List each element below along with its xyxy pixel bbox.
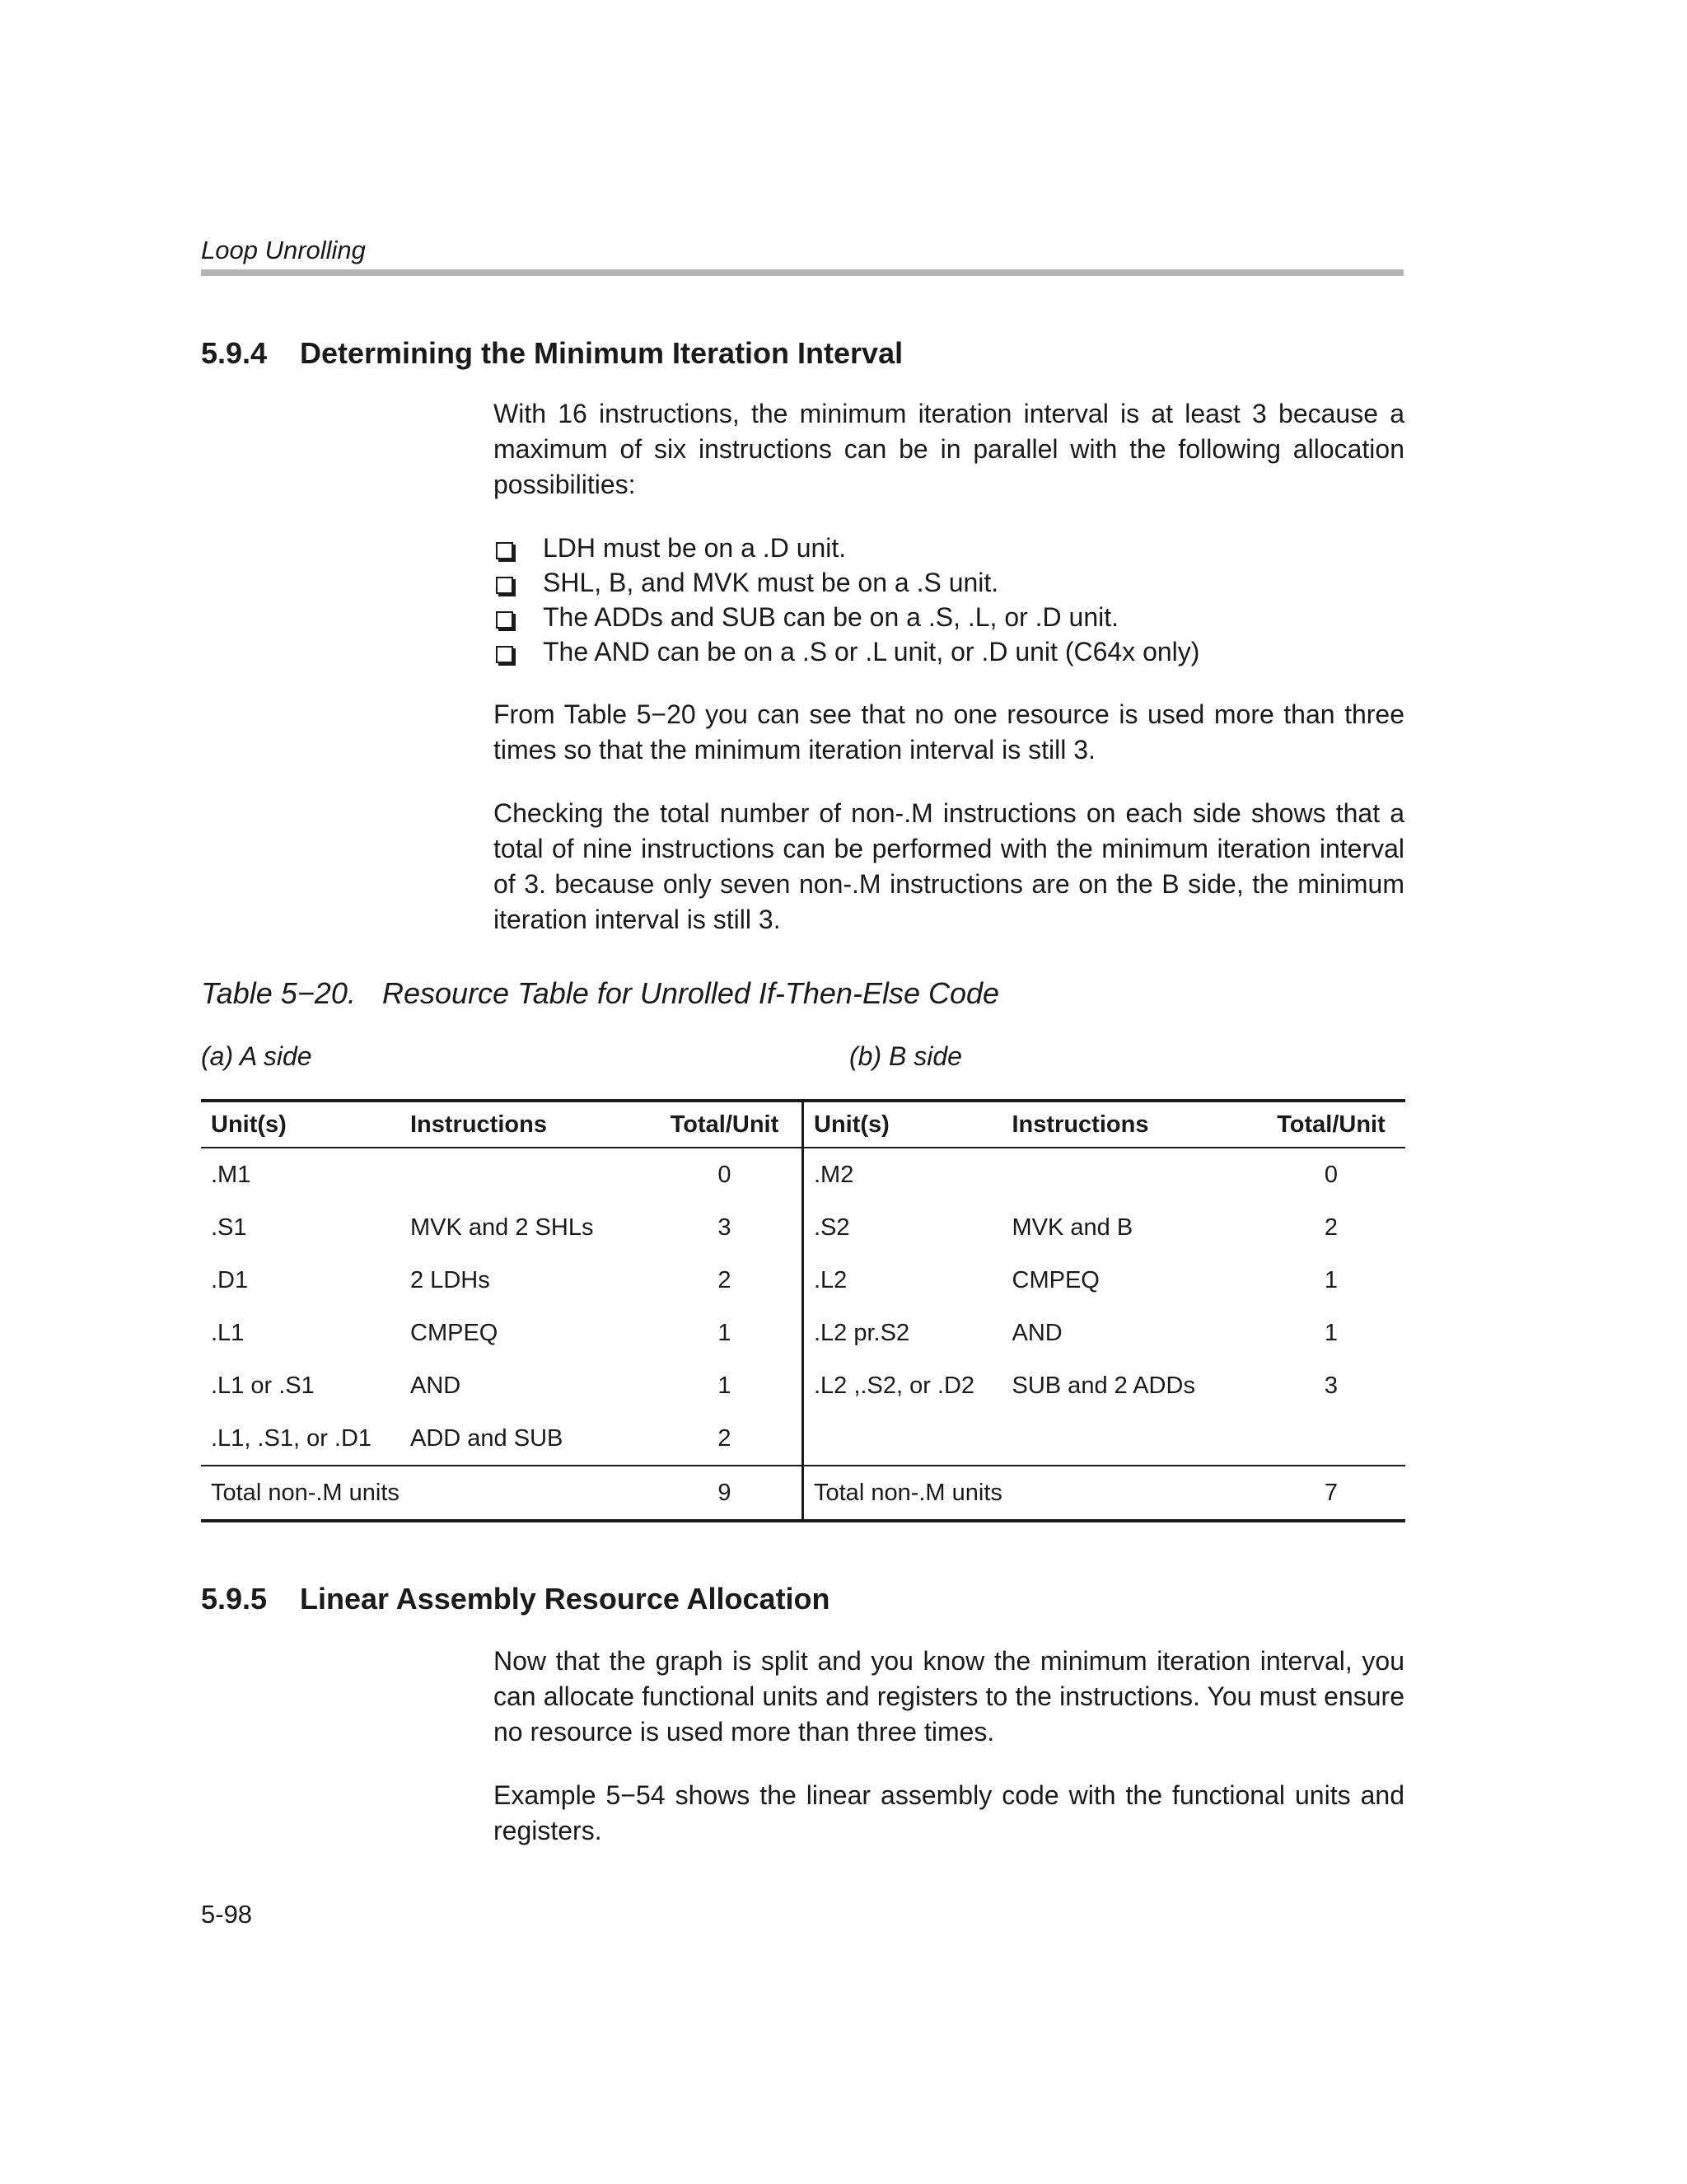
list-item: SHL, B, and MVK must be on a .S unit. [493, 565, 1404, 600]
table-number: Table 5−20. [201, 976, 356, 1010]
section-heading-5-9-5 [201, 1582, 830, 1616]
paragraph: Now that the graph is split and you know the minimum iteration interval, you can allocate functional units and registers to the instructions. You must ensure no resource is used more than three times. [493, 1646, 1404, 1747]
header-instructions: Instructions [400, 1101, 647, 1148]
resource-table-b-side [801, 1099, 1405, 1522]
paragraph: Checking the total number of non-.M instructions on each side shows that a total of nine instructions can be performed with the minimum iteration interval of 3. because only seven non-.M instructions are on the B side, the minimum iteration interval is still 3. [493, 798, 1404, 934]
section-5-9-5-body [493, 1644, 1404, 1877]
b-side-label: (b) B side [849, 1041, 962, 1071]
paragraph: From Table 5−20 you can see that no one resource is used more than three times so that the minimum iteration interval is still 3. [493, 699, 1404, 765]
header-unit: Unit(s) [803, 1101, 1002, 1148]
header-total: Total/Unit [1258, 1101, 1405, 1148]
table-row: .L1 or .S1 AND 1 [211, 1372, 731, 1399]
table-row: .L1 CMPEQ 1 [211, 1319, 731, 1346]
table-header-row [803, 1101, 1405, 1148]
checkbox-bullet-icon [496, 646, 513, 663]
table-row: .M1 0 [211, 1161, 731, 1188]
table-row: .M2 0 [814, 1161, 1339, 1188]
table-row: .D1 2 LDHs 2 [211, 1266, 731, 1293]
section-title: Linear Assembly Resource Allocation [300, 1582, 830, 1616]
section-number: 5.9.4 [201, 336, 268, 370]
running-head: Loop Unrolling [201, 236, 366, 264]
table-row: .S2 MVK and B 2 [814, 1214, 1339, 1241]
checkbox-bullet-icon [496, 611, 513, 629]
header-instructions: Instructions [1002, 1101, 1258, 1148]
list-item: LDH must be on a .D unit. [493, 531, 1404, 565]
table-row: .S1 MVK and 2 SHLs 3 [211, 1214, 731, 1241]
page-number: 5-98 [201, 1900, 253, 1929]
table-header-row [201, 1101, 801, 1148]
paragraph: Example 5−54 shows the linear assembly code with the functional units and registers. [493, 1780, 1404, 1845]
table-row-empty [803, 1412, 1405, 1466]
header-rule [201, 269, 1404, 276]
section-title: Determining the Minimum Iteration Interval [300, 336, 904, 370]
section-heading-5-9-4 [201, 336, 903, 371]
allocation-list [493, 531, 1404, 669]
table-row: .L2 ,.S2, or .D2 SUB and 2 ADDs 3 [814, 1372, 1339, 1399]
resource-table-a-side [201, 1099, 801, 1522]
section-number: 5.9.5 [201, 1582, 268, 1616]
list-item: The ADDs and SUB can be on a .S, .L, or .D unit. [493, 600, 1404, 634]
table-caption [201, 976, 999, 1011]
checkbox-bullet-icon [496, 577, 513, 594]
a-side-label: (a) A side [201, 1041, 312, 1071]
table-total-row: Total non-.M units 9 [201, 1466, 801, 1521]
table-title: Resource Table for Unrolled If-Then-Else Code [382, 976, 1000, 1010]
header-total: Total/Unit [647, 1101, 801, 1148]
checkbox-bullet-icon [496, 542, 513, 559]
table-row: .L2 CMPEQ 1 [814, 1266, 1339, 1293]
table-row: .L2 pr.S2 AND 1 [814, 1319, 1339, 1346]
section-5-9-4-body [493, 396, 1404, 966]
table-row: .L1, .S1, or .D1 ADD and SUB 2 [211, 1424, 731, 1452]
list-item: The AND can be on a .S or .L unit, or .D unit (C64x only) [493, 634, 1404, 669]
intro-paragraph: With 16 instructions, the minimum iteration interval is at least 3 because a maximum of six instructions can be in parallel with the following allocation possibilities: [493, 399, 1404, 499]
table-total-row: Total non-.M units 7 [803, 1466, 1405, 1521]
header-unit: Unit(s) [201, 1101, 400, 1148]
